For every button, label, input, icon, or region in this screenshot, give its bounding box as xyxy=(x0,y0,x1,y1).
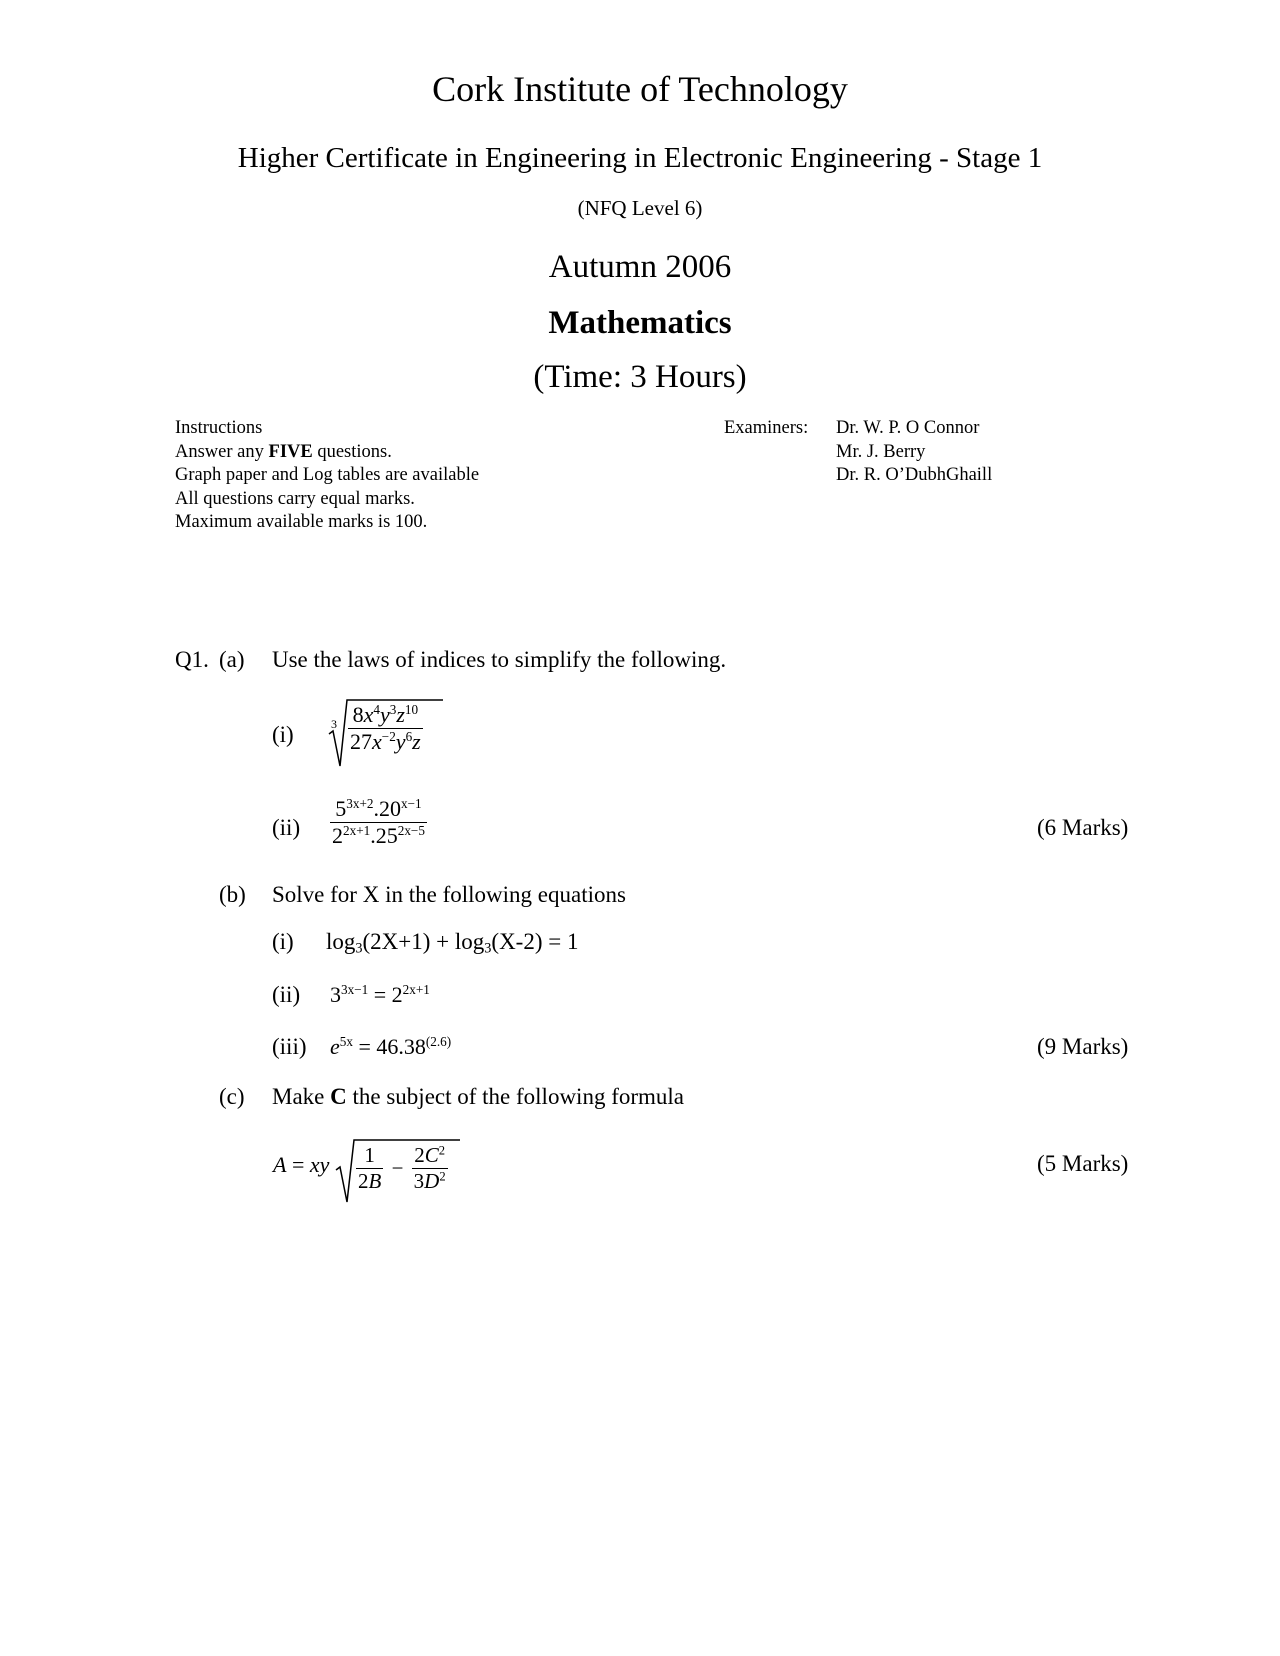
part-b-label: (b) xyxy=(219,882,246,907)
examiner-name: Dr. R. O’DubhGhaill xyxy=(836,465,993,485)
part-b-iii-label: (iii) xyxy=(272,1034,307,1059)
natural-exponential-equation: $e^{5x} = 46.38^{(2.6)}$ xyxy=(330,1034,452,1059)
prompt-variable: C xyxy=(330,1084,347,1109)
nfq-level: (NFQ Level 6) xyxy=(577,196,703,220)
prompt-text: Make xyxy=(272,1084,331,1109)
log-base: 3 xyxy=(355,940,363,957)
part-b-ii-label: (ii) xyxy=(272,982,301,1007)
equation-text: (X-2) = 1 xyxy=(491,929,579,954)
question-number: Q1. xyxy=(175,647,209,672)
part-b-marks: (9 Marks) xyxy=(1037,1034,1129,1059)
prompt-text: the subject of the following formula xyxy=(346,1084,685,1109)
fraction-numerator: $2C^2$ xyxy=(414,1143,446,1167)
index-fraction-expression xyxy=(330,796,427,849)
fraction xyxy=(330,796,427,849)
prompt-text: Solve for xyxy=(272,882,363,907)
prompt-variable: X xyxy=(362,882,380,907)
fraction-denominator: 2B xyxy=(358,1169,382,1193)
log-equation xyxy=(326,929,578,955)
institution-title: Cork Institute of Technology xyxy=(432,69,848,109)
part-c-prompt xyxy=(272,1084,684,1110)
part-a-i-label: (i) xyxy=(272,722,294,747)
equation-text: log xyxy=(326,929,356,954)
examiners-list xyxy=(836,417,992,488)
instruction-line: Maximum available marks is 100. xyxy=(175,512,428,532)
subject-title: Mathematics xyxy=(548,305,732,341)
fraction-numerator: $8x^4y^3z^{10}$ xyxy=(352,702,419,727)
fraction xyxy=(356,1143,383,1194)
formula-lhs: A = xy xyxy=(273,1152,330,1177)
instruction-line: All questions carry equal marks. xyxy=(175,488,415,509)
certificate-title: Higher Certificate in Engineering in Electronic Engineering - Stage 1 xyxy=(237,142,1043,174)
exponential-equation: $3^{3x-1} = 2^{2x+1}$ xyxy=(330,982,430,1007)
part-b-i-label: (i) xyxy=(272,929,294,954)
part-a-prompt: Use the laws of indices to simplify the following. xyxy=(272,647,727,672)
examiner-name: Dr. W. P. O Connor xyxy=(836,418,980,438)
instruction-line xyxy=(175,441,479,465)
fraction xyxy=(412,1143,448,1194)
part-a-label: (a) xyxy=(219,647,245,672)
prompt-text: in the following equations xyxy=(379,882,626,907)
radicand xyxy=(356,1143,448,1194)
instructions-title: Instructions xyxy=(175,418,263,438)
minus-sign: − xyxy=(391,1156,404,1180)
exam-term: Autumn 2006 xyxy=(548,249,732,285)
fraction-denominator: $3D^2$ xyxy=(413,1169,446,1193)
examiner-name: Mr. J. Berry xyxy=(836,441,926,462)
fraction-denominator: $2^{2x+1}.25^{2x-5}$ xyxy=(332,823,425,848)
fraction xyxy=(348,702,423,755)
instruction-line: Graph paper and Log tables are available xyxy=(175,465,480,485)
square-root-formula xyxy=(336,1136,466,1204)
instruction-text: Answer any xyxy=(175,441,269,462)
equation-text: (2X+1) + log xyxy=(362,929,485,954)
part-c-marks: (5 Marks) xyxy=(1037,1151,1129,1176)
instructions-block xyxy=(175,417,479,535)
part-c-label: (c) xyxy=(219,1084,245,1109)
instruction-text: questions. xyxy=(312,441,392,462)
examiners-label: Examiners: xyxy=(724,418,809,438)
part-b-prompt xyxy=(272,882,626,908)
instruction-emphasis: FIVE xyxy=(268,441,313,462)
exam-duration: (Time: 3 Hours) xyxy=(533,359,747,395)
fraction-numerator: $5^{3x+2}.20^{x-1}$ xyxy=(335,796,422,821)
radicand-fraction xyxy=(348,702,423,755)
svg-text:3: 3 xyxy=(331,717,337,731)
fraction-denominator: $27x^{-2}y^6z$ xyxy=(350,729,421,754)
log-base: 3 xyxy=(484,940,492,957)
part-a-ii-label: (ii) xyxy=(272,815,301,840)
cube-root-expression xyxy=(328,696,448,768)
fraction-numerator: 1 xyxy=(364,1143,375,1167)
part-a-marks: (6 Marks) xyxy=(1037,815,1129,840)
